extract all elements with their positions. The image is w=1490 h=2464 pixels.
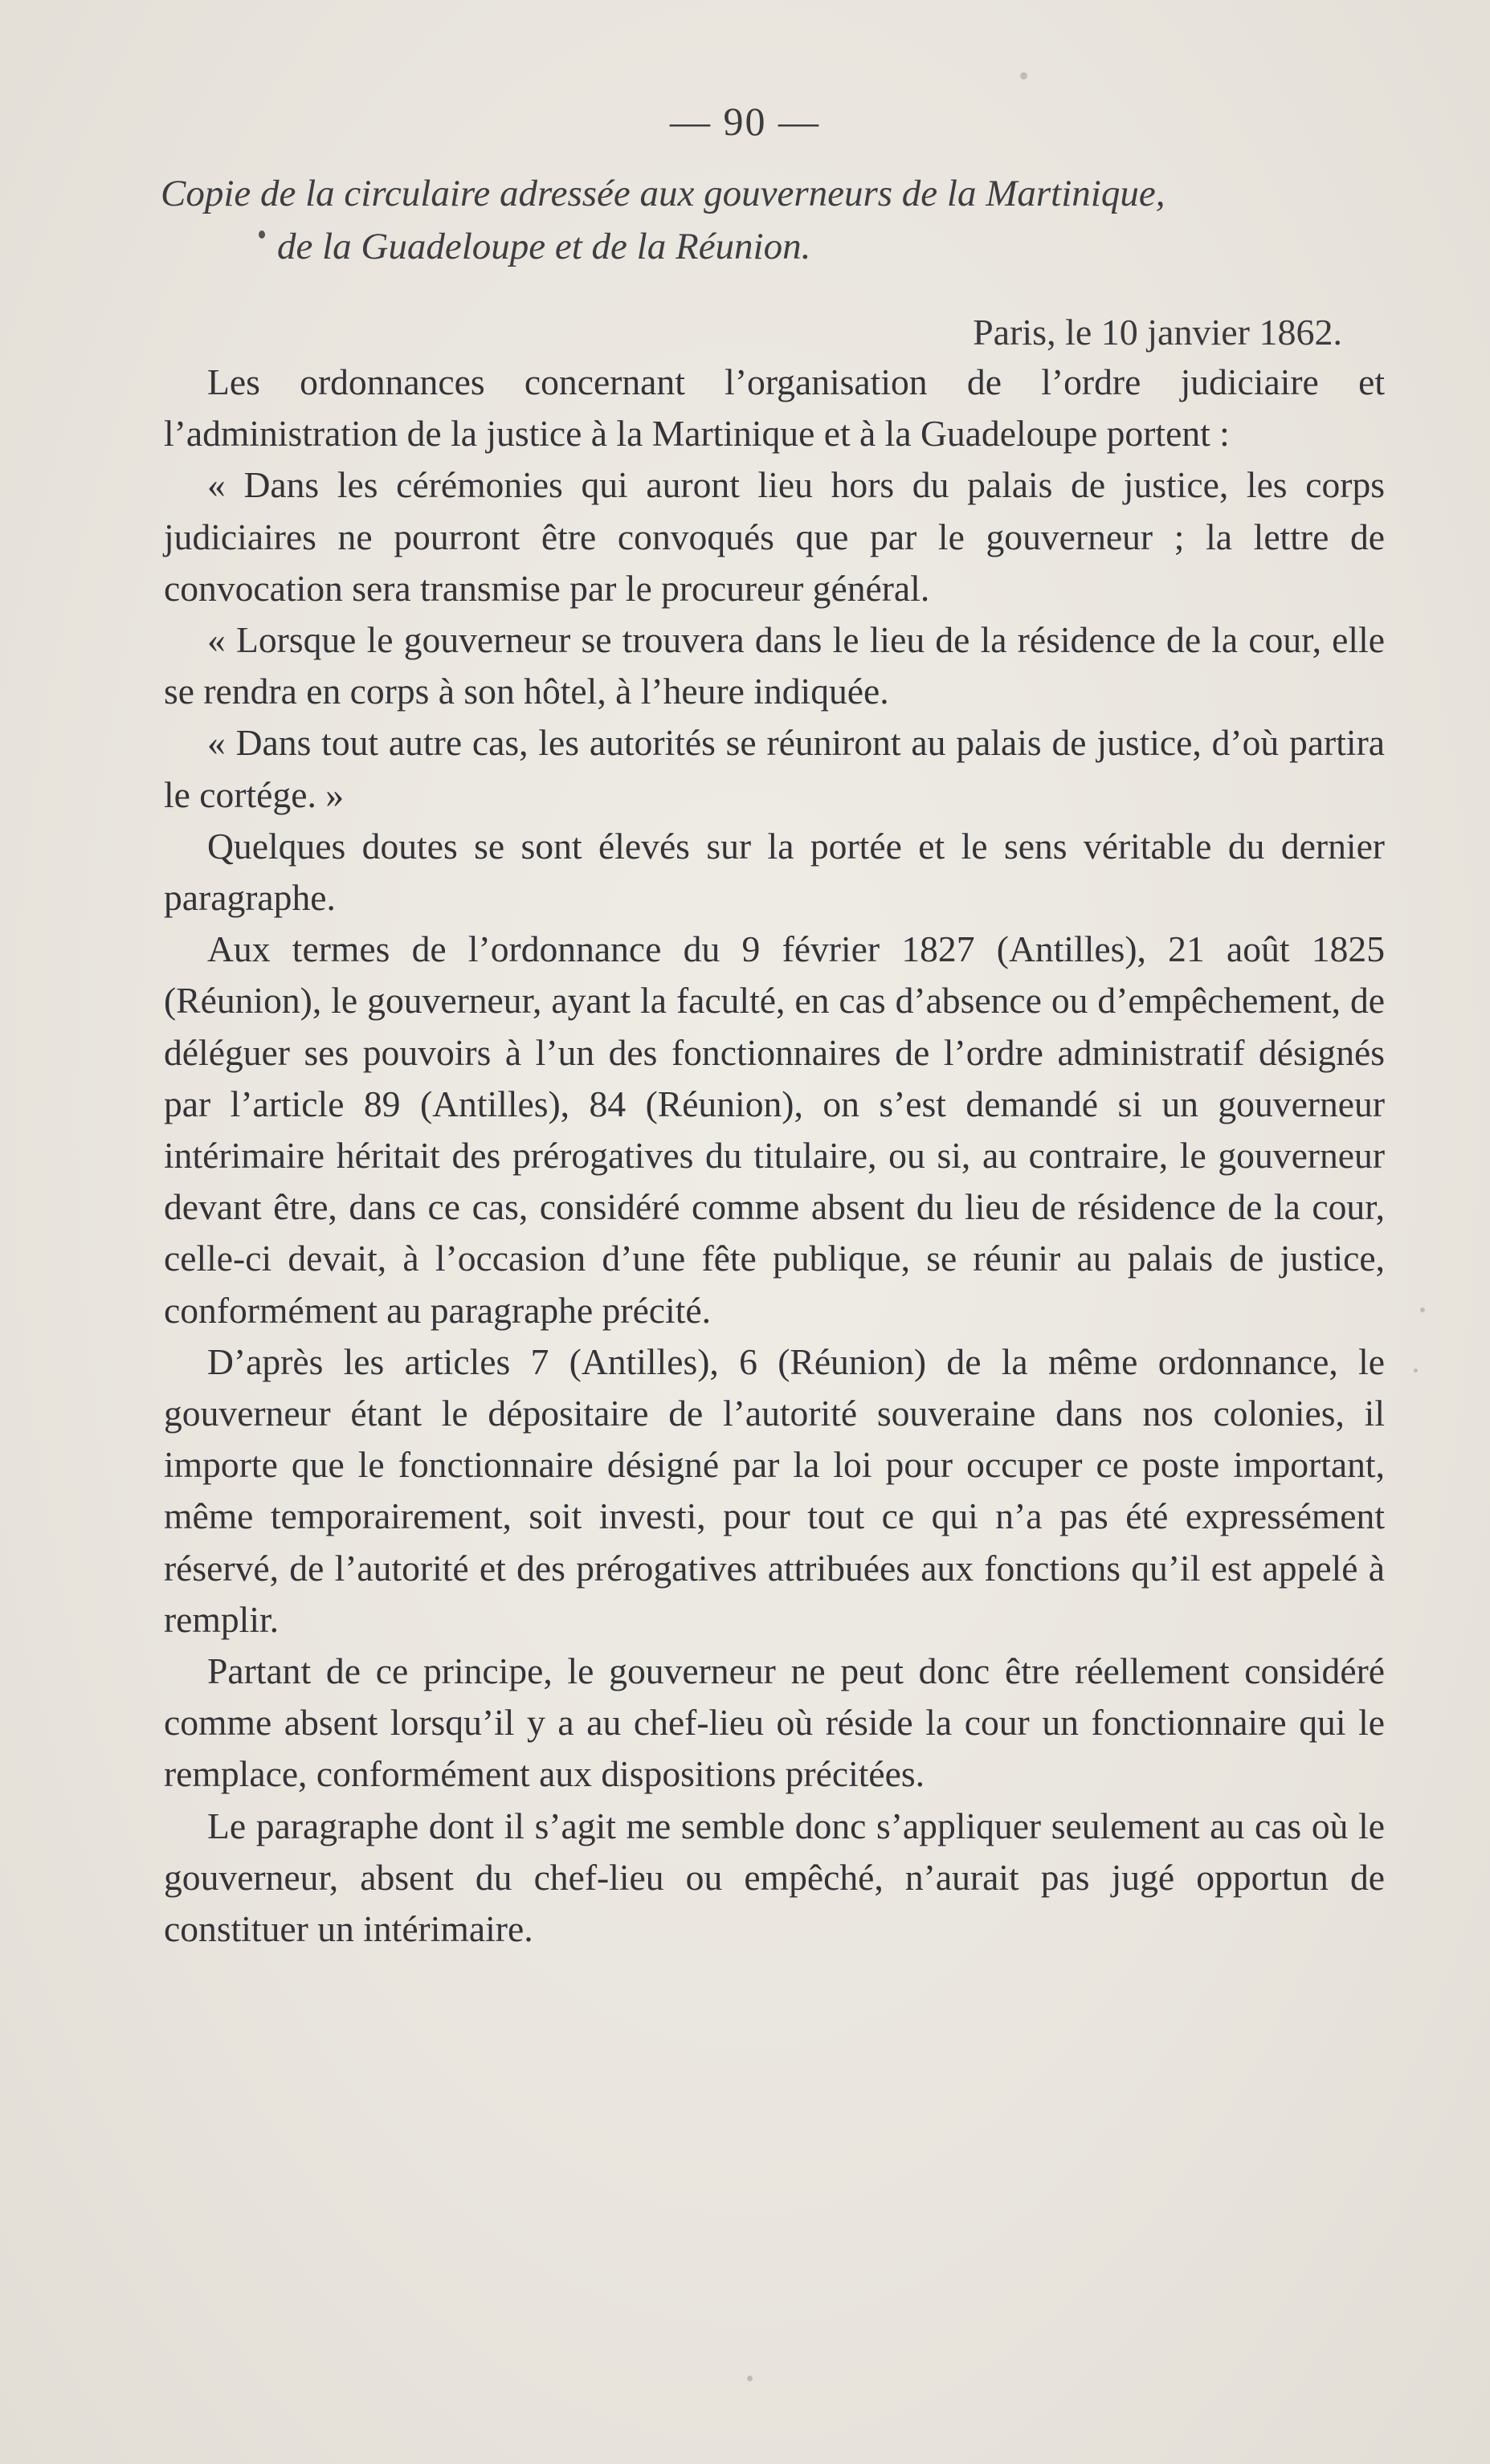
paper-speck: [747, 2376, 753, 2381]
paper-speck: [1420, 1307, 1425, 1312]
paragraph: Partant de ce principe, le gouverneur ne peut donc être réellement considéré comme absent lorsqu’il y a au chef-lieu où réside la cour un fonctionnaire qui le remplace, conformément aux dispositions précitées.: [164, 1650, 1385, 1795]
paragraph: Le paragraphe dont il s’agit me semble donc s’appliquer seulement au cas où le gouverneur, absent du chef-lieu ou empêché, n’aurait pas jugé opportun de constituer un intérimaire.: [164, 1805, 1385, 1950]
paper-speck: [1020, 72, 1027, 80]
paragraph: Quelques doutes se sont élevés sur la portée et le sens véritable du dernier paragraphe.: [164, 825, 1385, 919]
heading-line-2: de la Guadeloupe et de la Réunion.: [277, 226, 811, 267]
paragraph: « Dans tout autre cas, les autorités se réuniront au palais de justice, d’où partira le cortége. »: [164, 722, 1385, 815]
circular-heading: [161, 167, 1382, 273]
paragraph: Les ordonnances concernant l’organisation de l’ordre judiciaire et l’administration de la justice à la Martinique et à la Guadeloupe portent :: [164, 361, 1385, 455]
dateline: Paris, le 10 janvier 1862.: [973, 312, 1342, 353]
page-number: — 90 —: [670, 99, 820, 144]
heading-line-1: Copie de la circulaire adressée aux gouverneurs de la Martinique,: [161, 173, 1165, 214]
paper-speck: [1414, 1369, 1418, 1373]
body-text: [164, 357, 1385, 1955]
paragraph: D’après les articles 7 (Antilles), 6 (Réunion) de la même ordonnance, le gouverneur étant le dépositaire de l’autorité souveraine dans nos colonies, il importe que le fonctionnaire désigné par la loi pour occuper ce poste important, même temporairement, soit investi, pour tout ce qui n’a pas été expressément réservé, de l’autorité et des prérogatives attribuées aux fonctions qu’il est appelé à remplir.: [164, 1340, 1385, 1640]
paragraph: « Dans les cérémonies qui auront lieu hors du palais de justice, les corps judiciaires ne pourront être convoqués que par le gouverneur ; la lettre de convocation sera transmise par le procureur général.: [164, 464, 1385, 609]
paragraph: Aux termes de l’ordonnance du 9 février 1827 (Antilles), 21 août 1825 (Réunion), le gouverneur, ayant la faculté, en cas d’absence ou d’empêchement, de déléguer ses pouvoirs à l’un des fonctionnaires de l’ordre administratif désignés par l’article 89 (Antilles), 84 (Réunion), on s’est demandé si un gouverneur intérimaire héritait des prérogatives du titulaire, ou si, au contraire, le gouverneur devant être, dans ce cas, considéré comme absent du lieu de résidence de la cour, celle-ci devait, à l’occasion d’une fête publique, se réunir au palais de justice, conformément au paragraphe précité.: [164, 928, 1385, 1331]
paragraph: « Lorsque le gouverneur se trouvera dans le lieu de la résidence de la cour, elle se rendra en corps à son hôtel, à l’heure indiquée.: [164, 619, 1385, 712]
